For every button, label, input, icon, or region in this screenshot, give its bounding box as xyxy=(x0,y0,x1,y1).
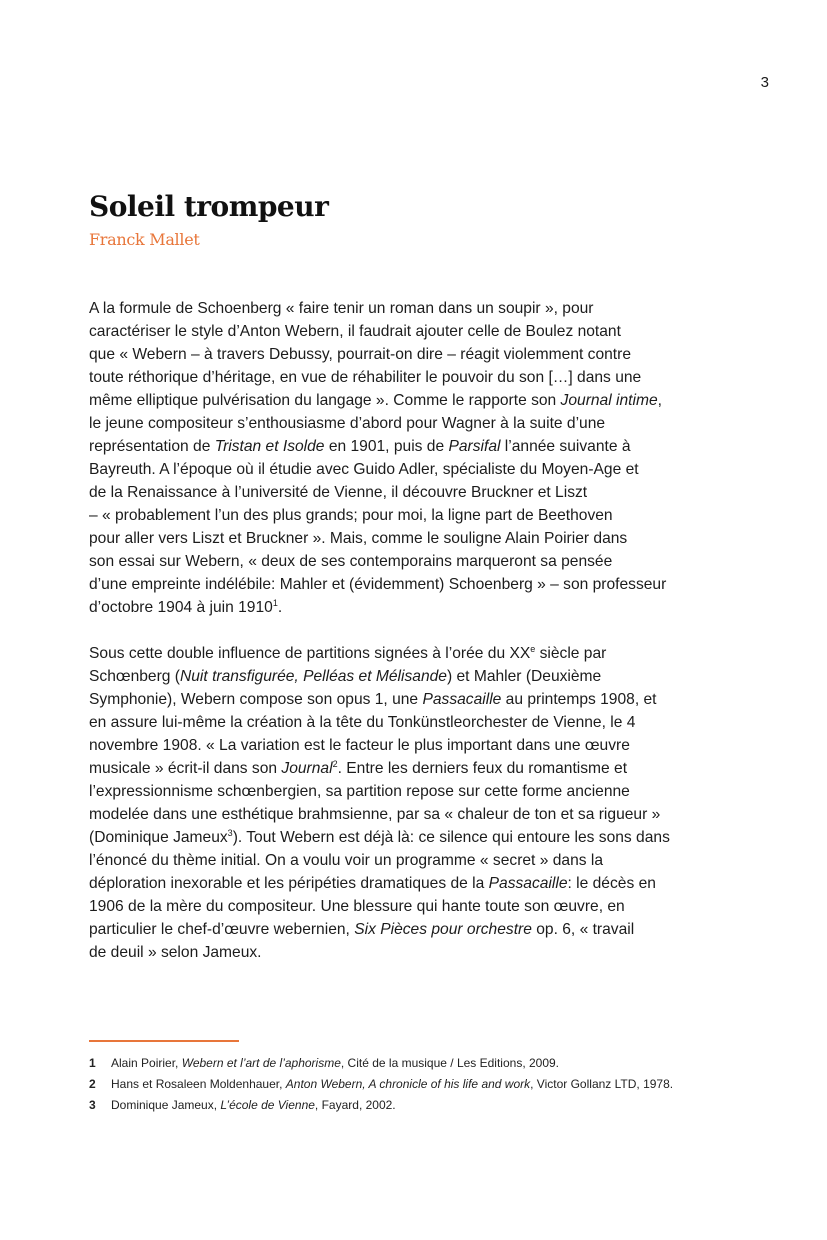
text-line: que « Webern – à travers Debussy, pourrait-on dire – réagit violemment contre xyxy=(89,346,632,363)
footnote-text: Alain Poirier, Webern et l’art de l’aphorisme, Cité de la musique / Les Editions, 2009. xyxy=(111,1056,560,1070)
text-line: représentation de Tristan et Isolde en 1901, puis de Parsifal l’année suivante à xyxy=(89,438,631,455)
italic-text: Nuit transfigurée, Pelléas et Mélisande xyxy=(180,668,447,685)
footnote-number: 1 xyxy=(89,1056,96,1070)
text-line: Schœnberg (Nuit transfigurée, Pelléas et Mélisande) et Mahler (Deuxième xyxy=(89,668,602,685)
paragraph xyxy=(89,642,749,964)
italic-text: Six Pièces pour orchestre xyxy=(354,921,532,938)
text-line: l’expressionnisme schœnbergien, sa partition repose sur cette forme ancienne xyxy=(89,783,630,800)
footnote-divider xyxy=(89,1040,239,1042)
footnote-number: 3 xyxy=(89,1098,96,1112)
text-line: l’énoncé du thème initial. On a voulu voir un programme « secret » dans la xyxy=(89,852,604,869)
text-line: particulier le chef-d’œuvre webernien, Six Pièces pour orchestre op. 6, « travail xyxy=(89,921,635,938)
article-body xyxy=(89,297,749,987)
text-line: d’octobre 1904 à juin 1910$^1$. xyxy=(89,597,283,616)
text-line: en assure lui-même la création à la tête du Tonkünstleorchester de Vienne, le 4 xyxy=(89,714,636,731)
footnote-ref: 3 xyxy=(227,827,233,838)
text-line: Bayreuth. A l’époque où il étudie avec Guido Adler, spécialiste du Moyen-Age et xyxy=(89,461,639,478)
footnotes xyxy=(89,1053,673,1116)
text-line: le jeune compositeur s’enthousiasme d’abord pour Wagner à la suite d’une xyxy=(89,415,606,432)
text-line: novembre 1908. « La variation est le facteur le plus important dans une œuvre xyxy=(89,737,630,754)
italic-text: Anton Webern, A chronicle of his life and work xyxy=(285,1077,531,1091)
article-title: Soleil trompeur xyxy=(89,190,329,223)
text-line: d’une empreinte indélébile: Mahler et (évidemment) Schoenberg » – son professeur xyxy=(89,576,667,593)
text-line: déploration inexorable et les péripéties dramatiques de la Passacaille: le décès en xyxy=(89,875,656,892)
footnote-text: Hans et Rosaleen Moldenhauer, Anton Webern, A chronicle of his life and work, Victor Gollanz LTD, 1978. xyxy=(111,1077,674,1091)
footnote xyxy=(89,1095,673,1116)
text-line: même elliptique pulvérisation du langage ». Comme le rapporte son Journal intime, xyxy=(89,392,662,409)
page-number: 3 xyxy=(760,74,769,91)
text-line: Symphonie), Webern compose son opus 1, une Passacaille au printemps 1908, et xyxy=(89,691,657,708)
italic-text: Passacaille xyxy=(488,875,568,892)
text-line: toute réthorique d’héritage, en vue de réhabiliter le pouvoir du son […] dans une xyxy=(89,369,642,386)
text-line: (Dominique Jameux$^3$). Tout Webern est déjà là: ce silence qui entoure les sons dans xyxy=(89,827,670,846)
footnote xyxy=(89,1074,673,1095)
footnote-text: Dominique Jameux, L’école de Vienne, Fayard, 2002. xyxy=(111,1098,396,1112)
text-line: A la formule de Schoenberg « faire tenir un roman dans un soupir », pour xyxy=(89,300,594,317)
italic-text: Journal xyxy=(281,760,333,777)
italic-text: Parsifal xyxy=(448,438,501,455)
italic-text: Webern et l’art de l’aphorisme xyxy=(181,1056,341,1070)
text-line: Sous cette double influence de partitions signées à l’orée du XXe siècle par xyxy=(89,643,607,662)
italic-text: Tristan et Isolde xyxy=(214,438,325,455)
article-author: Franck Mallet xyxy=(89,230,200,249)
text-line: 1906 de la mère du compositeur. Une blessure qui hante toute son œuvre, en xyxy=(89,898,625,915)
paragraph xyxy=(89,297,749,619)
footnote-ref: 2 xyxy=(332,758,338,769)
italic-text: Journal intime xyxy=(560,392,658,409)
text-line: caractériser le style d’Anton Webern, il faudrait ajouter celle de Boulez notant xyxy=(89,323,621,340)
footnote-ref: 1 xyxy=(272,597,278,608)
text-line: modelée dans une esthétique brahmsienne, par sa « chaleur de ton et sa rigueur » xyxy=(89,806,661,823)
text-line: de deuil » selon Jameux. xyxy=(89,944,262,961)
text-line: musicale » écrit-il dans son Journal$^2$. Entre les derniers feux du romantisme et xyxy=(89,758,628,777)
footnote xyxy=(89,1053,673,1074)
footnote-ref: e xyxy=(530,643,536,654)
text-line: – « probablement l’un des plus grands; pour moi, la ligne part de Beethoven xyxy=(89,507,613,524)
text-line: de la Renaissance à l’université de Vienne, il découvre Bruckner et Liszt xyxy=(89,484,588,501)
text-line: pour aller vers Liszt et Bruckner ». Mais, comme le souligne Alain Poirier dans xyxy=(89,530,628,547)
text-line: son essai sur Webern, « deux de ses contemporains marqueront sa pensée xyxy=(89,553,613,570)
italic-text: Passacaille xyxy=(422,691,502,708)
italic-text: L’école de Vienne xyxy=(220,1098,315,1112)
footnote-number: 2 xyxy=(89,1077,96,1091)
